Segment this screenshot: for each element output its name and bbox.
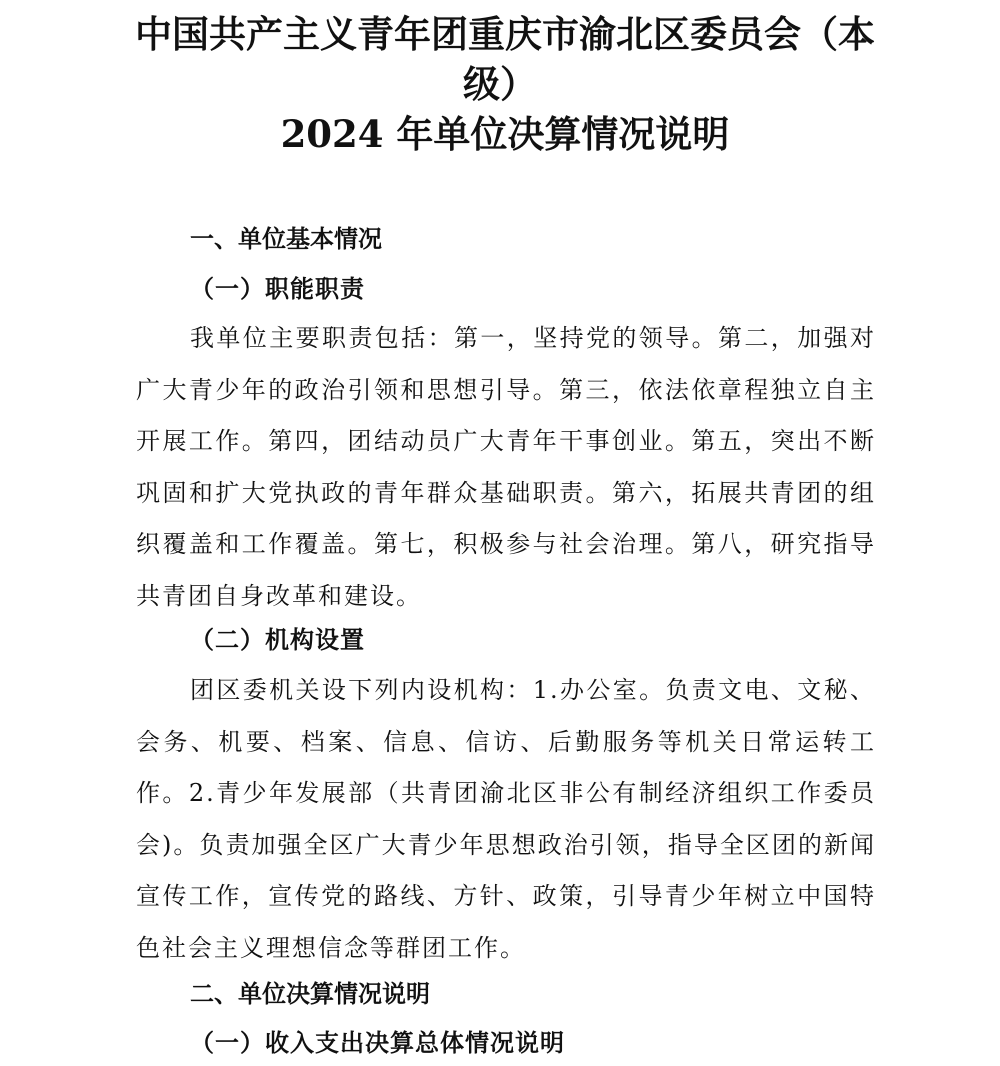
section-2-heading: 二、单位决算情况说明 (190, 980, 430, 1008)
section-1-sub-2-heading: （二）机构设置 (190, 625, 365, 654)
section-1-heading: 一、单位基本情况 (190, 225, 382, 253)
document-title-line-3: 2024 年单位决算情况说明 (280, 112, 730, 156)
section-1-sub-2-paragraph: 团区委机关设下列内设机构：1.办公室。负责文电、文秘、会务、机要、档案、信息、信访、后勤服务等机关日常运转工作。2.青少年发展部（共青团渝北区非公有制经济组织工作委员会)。负责加强全区广大青少年思想政治引领，指导全区团的新闻宣传工作，宣传党的路线、方针、政策，引导青少年树立中国特色社会主义理想信念等群团工作。 (136, 676, 876, 962)
section-1-sub-1-paragraph: 我单位主要职责包括：第一，坚持党的领导。第二，加强对广大青少年的政治引领和思想引导。第三，依法依章程独立自主开展工作。第四，团结动员广大青年干事创业。第五，突出不断巩固和扩大党执政的青年群众基础职责。第六，拓展共青团的组织覆盖和工作覆盖。第七，积极参与社会治理。第八，研究指导共青团自身改革和建设。 (136, 324, 876, 610)
section-1-sub-1-heading: （一）职能职责 (190, 274, 365, 303)
section-2-sub-1-heading: （一）收入支出决算总体情况说明 (190, 1028, 565, 1057)
document-title-line-1: 中国共产主义青年团重庆市渝北区委员会（本 (135, 12, 875, 56)
document-title-line-2: 级） (463, 62, 537, 106)
